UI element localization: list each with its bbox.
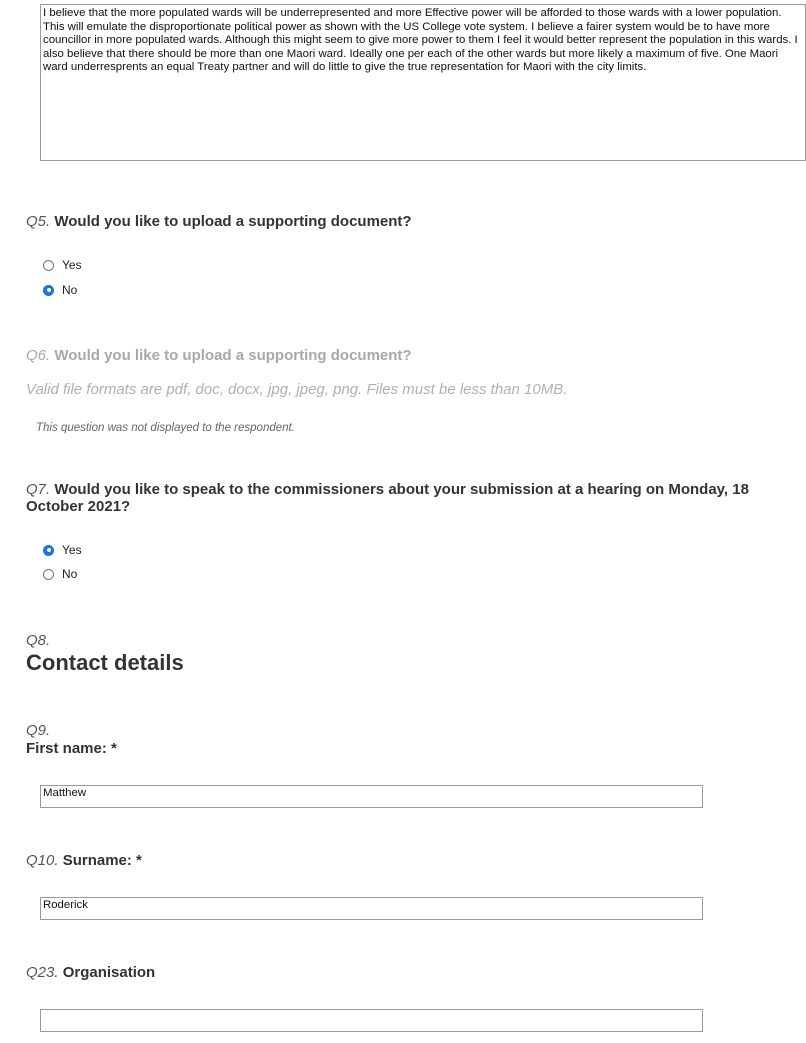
surname-field[interactable]: Roderick bbox=[40, 897, 703, 920]
contact-details-heading: Contact details bbox=[26, 650, 184, 675]
q7-question bbox=[26, 481, 786, 515]
organisation-label: Organisation bbox=[62, 964, 156, 981]
q5-yes-label: Yes bbox=[62, 258, 82, 272]
q6-question bbox=[26, 347, 412, 364]
q5-question bbox=[26, 213, 412, 230]
q5-title: Would you like to upload a supporting document? bbox=[54, 213, 412, 230]
q6-not-displayed-note: This question was not displayed to the respondent. bbox=[36, 422, 295, 434]
surname-label: Surname: * bbox=[62, 852, 142, 869]
first-name-label: First name: * bbox=[26, 740, 117, 757]
q5-no-label: No bbox=[62, 283, 78, 297]
q5-number: Q5. bbox=[26, 213, 51, 230]
q7-yes-label: Yes bbox=[62, 543, 82, 557]
q9-number: Q9. bbox=[26, 722, 51, 739]
q7-no-radio-button[interactable] bbox=[43, 569, 54, 580]
first-name-field[interactable]: Matthew bbox=[40, 785, 703, 808]
q4-answer-textbox: I believe that the more populated wards will be underrepresented and more Effective power will be afforded to those wards with a lower population. This will emulate the disproportionate political power as shown with the US College vote system. I believe a fairer system would be to have more councillor in more populated wards. Although this might seem to give more power to them I feel it would better represent the population in this wards. I also believe that there should be more than one Maori ward. Ideally one per each of the other wards but more likely a maximum of five. One Maori ward underresprents an equal Treaty partner and will do little to give the true representation for Maori with the city limits. bbox=[40, 4, 806, 161]
q7-title-line2: October 2021? bbox=[26, 498, 131, 515]
q5-yes-radio-button[interactable] bbox=[43, 260, 54, 271]
q5-option-no[interactable] bbox=[43, 282, 77, 298]
organisation-field[interactable] bbox=[40, 1009, 703, 1032]
q23-number: Q23. bbox=[26, 964, 59, 981]
q10-question bbox=[26, 852, 142, 869]
q7-yes-radio-button[interactable] bbox=[43, 545, 54, 556]
q7-option-no[interactable] bbox=[43, 566, 77, 582]
q7-option-yes[interactable] bbox=[43, 542, 82, 558]
q8-number: Q8. bbox=[26, 632, 51, 649]
q7-title-line1: Would you like to speak to the commissioners about your submission at a hearing on Monday, 18 bbox=[54, 481, 749, 498]
q5-no-radio-button[interactable] bbox=[43, 285, 54, 296]
q5-option-yes[interactable] bbox=[43, 257, 82, 273]
q23-question bbox=[26, 964, 155, 981]
q6-title: Would you like to upload a supporting document? bbox=[54, 347, 412, 364]
q7-number: Q7. bbox=[26, 481, 51, 498]
q7-no-label: No bbox=[62, 567, 78, 581]
q6-number: Q6. bbox=[26, 347, 51, 364]
q10-number: Q10. bbox=[26, 852, 59, 869]
q6-hint: Valid file formats are pdf, doc, docx, jpg, jpeg, png. Files must be less than 10MB. bbox=[26, 381, 568, 398]
